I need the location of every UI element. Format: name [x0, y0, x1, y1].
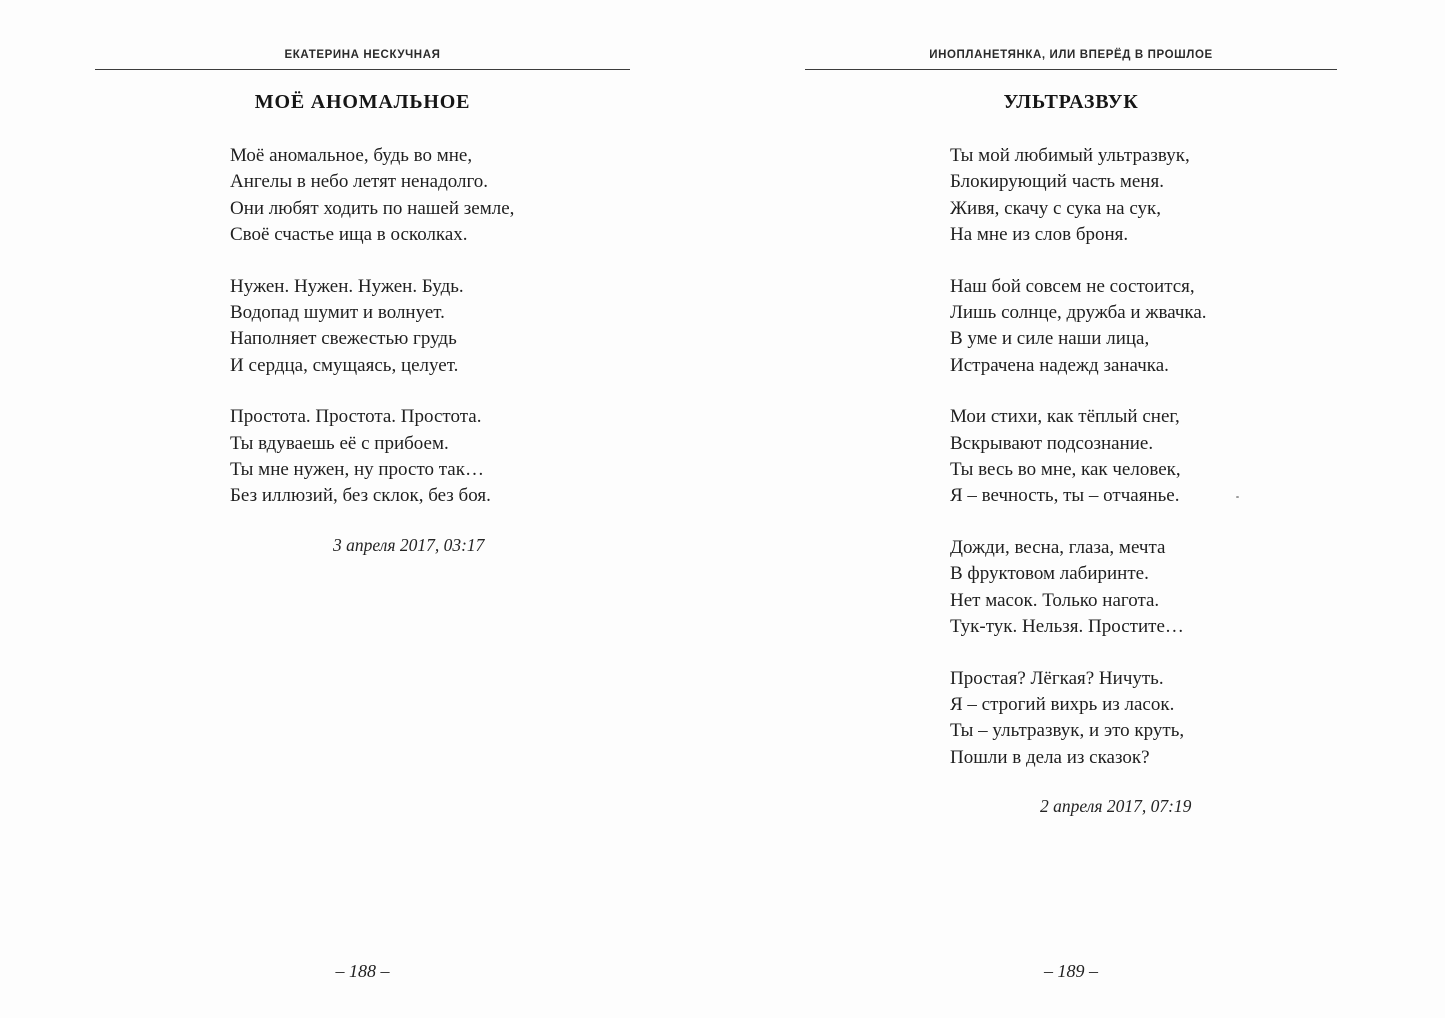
poem-line: Ты весь во мне, как человек,	[950, 459, 1181, 481]
page-number-left: – 188 –	[335, 961, 390, 981]
poem-line: Вскрывают подсознание.	[950, 432, 1154, 454]
stanza	[950, 274, 1337, 380]
page-number-right: – 189 –	[1044, 961, 1098, 981]
poem-line: Тук-тук. Нельзя. Простите…	[950, 616, 1184, 638]
poem-date-right: 2 апреля 2017, 07:19	[1040, 796, 1192, 817]
stanza	[950, 143, 1337, 249]
poem-line: Лишь солнце, дружба и жвачка.	[950, 302, 1207, 324]
stanza	[950, 666, 1337, 772]
poem-line: Они любят ходить по нашей земле,	[230, 197, 515, 219]
poem-line: Наш бой совсем не состоится,	[950, 275, 1195, 297]
header-rule	[805, 69, 1337, 70]
poem-line: Простота. Простота. Простота.	[230, 406, 482, 428]
poem-right	[805, 143, 1337, 771]
stanza	[230, 143, 630, 249]
poem-line: Живя, скачу с сука на сук,	[950, 197, 1162, 219]
stanza	[950, 535, 1337, 641]
poem-line: Блокирующий часть меня.	[950, 171, 1164, 193]
poem-title-right: УЛЬТРАЗВУК	[1003, 91, 1139, 113]
header-rule	[95, 69, 630, 70]
poem-line: Дожди, весна, глаза, мечта	[950, 536, 1166, 558]
poem-line: Простая? Лёгкая? Ничуть.	[950, 667, 1164, 689]
poem-line: Моё аномальное, будь во мне,	[230, 145, 473, 166]
poem-line: Ты вдуваешь её с прибоем.	[230, 432, 449, 454]
scan-artifact-speck	[1236, 496, 1239, 498]
page-left	[95, 0, 630, 1018]
stanza	[230, 274, 630, 380]
poem-line: Ты – ультразвук, и это круть,	[950, 720, 1185, 742]
running-head-book-title: ИНОПЛАНЕТЯНКА, ИЛИ ВПЕРЁД В ПРОШЛОЕ	[929, 49, 1213, 61]
running-head-author: ЕКАТЕРИНА НЕСКУЧНАЯ	[284, 49, 441, 61]
poem-line: Без иллюзий, без склок, без боя.	[230, 485, 491, 507]
stanza	[230, 404, 630, 510]
poem-line: Ты мой любимый ультразвук,	[950, 145, 1190, 166]
poem-line: На мне из слов броня.	[950, 224, 1129, 246]
poem-line: Я – строгий вихрь из ласок.	[950, 693, 1175, 715]
stanza	[950, 404, 1337, 510]
poem-date-left: 3 апреля 2017, 03:17	[333, 534, 485, 555]
poem-line: Пошли в дела из сказок?	[950, 746, 1150, 768]
poem-line: И сердца, смущаясь, целует.	[230, 354, 459, 376]
poem-line: Нужен. Нужен. Нужен. Будь.	[230, 275, 464, 297]
page-right	[805, 0, 1337, 1018]
poem-line: Я – вечность, ты – отчаянье.	[950, 485, 1180, 507]
poem-left	[95, 143, 630, 510]
poem-line: Истрачена надежд заначка.	[950, 354, 1169, 376]
poem-line: Своё счастье ища в осколках.	[230, 224, 468, 246]
poem-line: В уме и силе наши лица,	[950, 328, 1150, 350]
poem-line: Ты мне нужен, ну просто так…	[230, 459, 484, 481]
poem-line: Ангелы в небо летят ненадолго.	[230, 171, 489, 193]
poem-title-left: МОЁ АНОМАЛЬНОЕ	[254, 91, 471, 113]
poem-line: Водопад шумит и волнует.	[230, 302, 445, 324]
poem-line: Нет масок. Только нагота.	[950, 589, 1160, 611]
poem-line: Наполняет свежестью грудь	[230, 328, 457, 350]
poem-line: В фруктовом лабиринте.	[950, 563, 1149, 585]
poem-line: Мои стихи, как тёплый снег,	[950, 406, 1180, 428]
